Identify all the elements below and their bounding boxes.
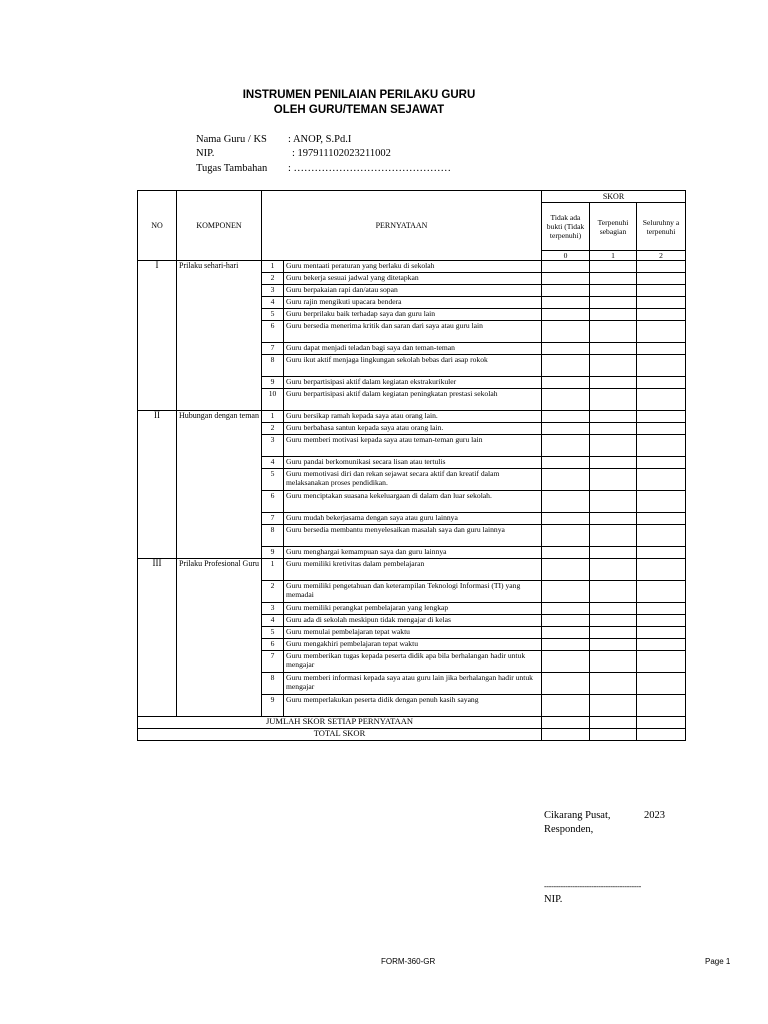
score-cell[interactable] xyxy=(590,513,637,525)
total-skor-label: TOTAL SKOR xyxy=(138,729,542,741)
score-cell[interactable] xyxy=(637,651,686,673)
score-cell[interactable] xyxy=(542,423,590,435)
jumlah-skor-label: JUMLAH SKOR SETIAP PERNYATAAN xyxy=(138,717,542,729)
score-cell[interactable] xyxy=(590,615,637,627)
header-pernyataan: PERNYATAAN xyxy=(262,191,542,261)
item-number: 9 xyxy=(262,377,284,389)
score-cell[interactable] xyxy=(590,389,637,411)
item-number: 2 xyxy=(262,273,284,285)
item-statement: Guru ikut aktif menjaga lingkungan sekolah bebas dari asap rokok xyxy=(284,355,542,377)
item-number: 1 xyxy=(262,261,284,273)
score-cell[interactable] xyxy=(590,261,637,273)
item-statement: Guru menciptakan suasana kekeluargaan di dalam dan luar sekolah. xyxy=(284,491,542,513)
item-statement: Guru rajin mengikuti upacara bendera xyxy=(284,297,542,309)
score-cell[interactable] xyxy=(542,581,590,603)
document-title: INSTRUMEN PENILAIAN PERILAKU GURU xyxy=(242,89,476,101)
score-cell[interactable] xyxy=(637,273,686,285)
score-cell[interactable] xyxy=(637,297,686,309)
item-number: 5 xyxy=(262,309,284,321)
score-cell[interactable] xyxy=(637,695,686,717)
score-cell[interactable] xyxy=(637,491,686,513)
score-cell[interactable] xyxy=(590,297,637,309)
section-komponen: Prilaku Profesional Guru xyxy=(177,559,262,717)
signature-year: 2023 xyxy=(644,810,665,821)
score-cell[interactable] xyxy=(637,639,686,651)
score-cell[interactable] xyxy=(590,491,637,513)
item-number: 5 xyxy=(262,469,284,491)
nama-label: Nama Guru / KS xyxy=(196,134,267,145)
score-cell[interactable] xyxy=(542,603,590,615)
skor-col-label: Seluruhny a terpenuhi xyxy=(637,203,686,251)
table-row xyxy=(138,559,686,581)
score-cell[interactable] xyxy=(542,717,590,729)
score-cell[interactable] xyxy=(637,717,686,729)
item-number: 2 xyxy=(262,581,284,603)
skor-col-value: 1 xyxy=(590,251,637,261)
score-cell[interactable] xyxy=(590,423,637,435)
jumlah-skor-row xyxy=(138,717,686,729)
item-statement: Guru mengakhiri pembelajaran tepat waktu xyxy=(284,639,542,651)
item-number: 4 xyxy=(262,297,284,309)
item-statement: Guru bersedia menerima kritik dan saran dari saya atau guru lain xyxy=(284,321,542,343)
score-cell[interactable] xyxy=(542,469,590,491)
skor-col-value: 2 xyxy=(637,251,686,261)
header-no: NO xyxy=(138,191,177,261)
item-statement: Guru mudah bekerjasama dengan saya atau guru lainnya xyxy=(284,513,542,525)
section-no: II xyxy=(138,411,177,559)
score-cell[interactable] xyxy=(542,343,590,355)
score-cell[interactable] xyxy=(590,627,637,639)
score-cell[interactable] xyxy=(590,651,637,673)
item-number: 8 xyxy=(262,525,284,547)
score-cell[interactable] xyxy=(542,321,590,343)
score-cell[interactable] xyxy=(542,627,590,639)
score-cell[interactable] xyxy=(542,435,590,457)
page-number: Page 1 xyxy=(705,957,731,966)
score-cell[interactable] xyxy=(590,321,637,343)
item-statement: Guru bekerja sesuai jadwal yang ditetapkan xyxy=(284,273,542,285)
score-cell[interactable] xyxy=(542,261,590,273)
info-nip-row xyxy=(196,147,391,160)
section-no: III xyxy=(138,559,177,717)
score-cell[interactable] xyxy=(542,547,590,559)
table-row xyxy=(138,411,686,423)
score-cell[interactable] xyxy=(637,673,686,695)
score-cell[interactable] xyxy=(542,297,590,309)
item-number: 7 xyxy=(262,651,284,673)
item-number: 1 xyxy=(262,559,284,581)
score-cell[interactable] xyxy=(590,309,637,321)
score-cell[interactable] xyxy=(590,343,637,355)
info-tugas-row xyxy=(196,162,451,175)
skor-col-value: 0 xyxy=(542,251,590,261)
score-cell[interactable] xyxy=(637,615,686,627)
score-cell[interactable] xyxy=(590,273,637,285)
signature-nip: NIP. xyxy=(544,894,563,905)
item-number: 3 xyxy=(262,603,284,615)
item-statement: Guru memiliki kretivitas dalam pembelajaran xyxy=(284,559,542,581)
score-cell[interactable] xyxy=(590,457,637,469)
section-komponen: Hubungan dengan teman xyxy=(177,411,262,559)
total-skor-row xyxy=(138,729,686,741)
score-cell[interactable] xyxy=(637,559,686,581)
score-cell[interactable] xyxy=(637,411,686,423)
score-cell[interactable] xyxy=(590,673,637,695)
item-number: 4 xyxy=(262,457,284,469)
item-statement: Guru berbahasa santun kepada saya atau orang lain. xyxy=(284,423,542,435)
score-cell[interactable] xyxy=(590,729,637,741)
item-number: 1 xyxy=(262,411,284,423)
score-cell[interactable] xyxy=(637,729,686,741)
item-number: 7 xyxy=(262,343,284,355)
score-cell[interactable] xyxy=(637,513,686,525)
score-cell[interactable] xyxy=(542,615,590,627)
score-cell[interactable] xyxy=(637,261,686,273)
section-no: I xyxy=(138,261,177,411)
item-statement: Guru berprilaku baik terhadap saya dan guru lain xyxy=(284,309,542,321)
header-skor: SKOR xyxy=(542,191,686,203)
score-cell[interactable] xyxy=(637,469,686,491)
signature-place: Cikarang Pusat, xyxy=(544,810,611,821)
score-cell[interactable] xyxy=(542,355,590,377)
score-cell[interactable] xyxy=(590,469,637,491)
info-nama-row xyxy=(196,133,351,146)
score-cell[interactable] xyxy=(542,285,590,297)
section-komponen: Prilaku sehari-hari xyxy=(177,261,262,411)
score-cell[interactable] xyxy=(637,389,686,411)
score-cell[interactable] xyxy=(637,627,686,639)
tugas-value: : ……………………………………… xyxy=(288,163,452,174)
score-cell[interactable] xyxy=(542,525,590,547)
item-statement: Guru dapat menjadi teladan bagi saya dan teman-teman xyxy=(284,343,542,355)
item-number: 3 xyxy=(262,285,284,297)
score-cell[interactable] xyxy=(542,639,590,651)
item-statement: Guru berpartisipasi aktif dalam kegiatan peningkatan prestasi sekolah xyxy=(284,389,542,411)
nip-value: : 197911102023211002 xyxy=(292,148,391,159)
item-statement: Guru memiliki perangkat pembelajaran yang lengkap xyxy=(284,603,542,615)
item-statement: Guru memberi motivasi kepada saya atau teman-teman guru lain xyxy=(284,435,542,457)
score-cell[interactable] xyxy=(590,547,637,559)
score-cell[interactable] xyxy=(637,377,686,389)
score-cell[interactable] xyxy=(637,321,686,343)
skor-col-label: Terpenuhi sebagian xyxy=(590,203,637,251)
score-cell[interactable] xyxy=(590,639,637,651)
score-cell[interactable] xyxy=(542,729,590,741)
score-cell[interactable] xyxy=(542,651,590,673)
item-statement: Guru memperlakukan peserta didik dengan penuh kasih sayang xyxy=(284,695,542,717)
score-cell[interactable] xyxy=(542,377,590,389)
score-cell[interactable] xyxy=(590,717,637,729)
item-statement: Guru memulai pembelajaran tepat waktu xyxy=(284,627,542,639)
score-cell[interactable] xyxy=(590,435,637,457)
item-number: 4 xyxy=(262,615,284,627)
nama-value: : ANOP, S.Pd.I xyxy=(288,134,352,145)
item-number: 9 xyxy=(262,547,284,559)
nip-label: NIP. xyxy=(196,148,215,159)
score-cell[interactable] xyxy=(542,309,590,321)
item-number: 2 xyxy=(262,423,284,435)
score-cell[interactable] xyxy=(590,377,637,389)
item-number: 10 xyxy=(262,389,284,411)
item-statement: Guru menghargai kemampuan saya dan guru lainnya xyxy=(284,547,542,559)
score-cell[interactable] xyxy=(637,423,686,435)
score-cell[interactable] xyxy=(590,525,637,547)
score-cell[interactable] xyxy=(637,603,686,615)
score-cell[interactable] xyxy=(542,273,590,285)
score-cell[interactable] xyxy=(590,603,637,615)
score-cell[interactable] xyxy=(590,559,637,581)
item-number: 3 xyxy=(262,435,284,457)
item-statement: Guru memiliki pengetahuan dan keterampilan Teknologi Informasi (TI) yang memadai xyxy=(284,581,542,603)
item-number: 6 xyxy=(262,639,284,651)
item-number: 9 xyxy=(262,695,284,717)
score-cell[interactable] xyxy=(542,389,590,411)
item-statement: Guru bersikap ramah kepada saya atau orang lain. xyxy=(284,411,542,423)
score-cell[interactable] xyxy=(637,285,686,297)
skor-col-label: Tidak ada bukti (Tidak terpenuhi) xyxy=(542,203,590,251)
score-cell[interactable] xyxy=(637,435,686,457)
item-statement: Guru memberi informasi kepada saya atau guru lain jika berhalangan hadir untuk mengajar xyxy=(284,673,542,695)
item-statement: Guru memberikan tugas kepada peserta didik apa bila berhalangan hadir untuk mengajar xyxy=(284,651,542,673)
item-number: 8 xyxy=(262,355,284,377)
item-statement: Guru berpartisipasi aktif dalam kegiatan ekstrakurikuler xyxy=(284,377,542,389)
score-cell[interactable] xyxy=(590,355,637,377)
score-cell[interactable] xyxy=(637,525,686,547)
document-subtitle: OLEH GURU/TEMAN SEJAWAT xyxy=(273,104,445,116)
item-statement: Guru berpakaian rapi dan/atau sopan xyxy=(284,285,542,297)
tugas-label: Tugas Tambahan xyxy=(196,163,268,174)
score-cell[interactable] xyxy=(542,673,590,695)
item-statement: Guru mentaati peraturan yang berlaku di sekolah xyxy=(284,261,542,273)
score-cell[interactable] xyxy=(637,355,686,377)
score-cell[interactable] xyxy=(637,581,686,603)
assessment-table xyxy=(137,190,686,741)
header-komponen: KOMPONEN xyxy=(177,191,262,261)
item-number: 8 xyxy=(262,673,284,695)
item-number: 5 xyxy=(262,627,284,639)
table-row xyxy=(138,261,686,273)
item-statement: Guru pandai berkomunikasi secara lisan atau tertulis xyxy=(284,457,542,469)
score-cell[interactable] xyxy=(542,457,590,469)
item-statement: Guru ada di sekolah meskipun tidak mengajar di kelas xyxy=(284,615,542,627)
score-cell[interactable] xyxy=(590,411,637,423)
item-statement: Guru memotivasi diri dan rekan sejawat secara aktif dan kreatif dalam melaksanakan proses pendidikan. xyxy=(284,469,542,491)
score-cell[interactable] xyxy=(542,491,590,513)
score-cell[interactable] xyxy=(637,547,686,559)
score-cell[interactable] xyxy=(542,411,590,423)
score-cell[interactable] xyxy=(542,513,590,525)
score-cell[interactable] xyxy=(637,457,686,469)
item-number: 6 xyxy=(262,491,284,513)
score-cell[interactable] xyxy=(590,581,637,603)
item-number: 6 xyxy=(262,321,284,343)
score-cell[interactable] xyxy=(590,285,637,297)
score-cell[interactable] xyxy=(637,309,686,321)
signature-line: ----------------------------------------- xyxy=(544,882,641,891)
signature-responden: Responden, xyxy=(544,824,594,835)
item-number: 7 xyxy=(262,513,284,525)
form-code: FORM-360-GR xyxy=(381,957,436,966)
score-cell[interactable] xyxy=(542,559,590,581)
score-cell[interactable] xyxy=(542,695,590,717)
score-cell[interactable] xyxy=(590,695,637,717)
score-cell[interactable] xyxy=(637,343,686,355)
item-statement: Guru bersedia membantu menyelesaikan masalah saya dan guru lainnya xyxy=(284,525,542,547)
